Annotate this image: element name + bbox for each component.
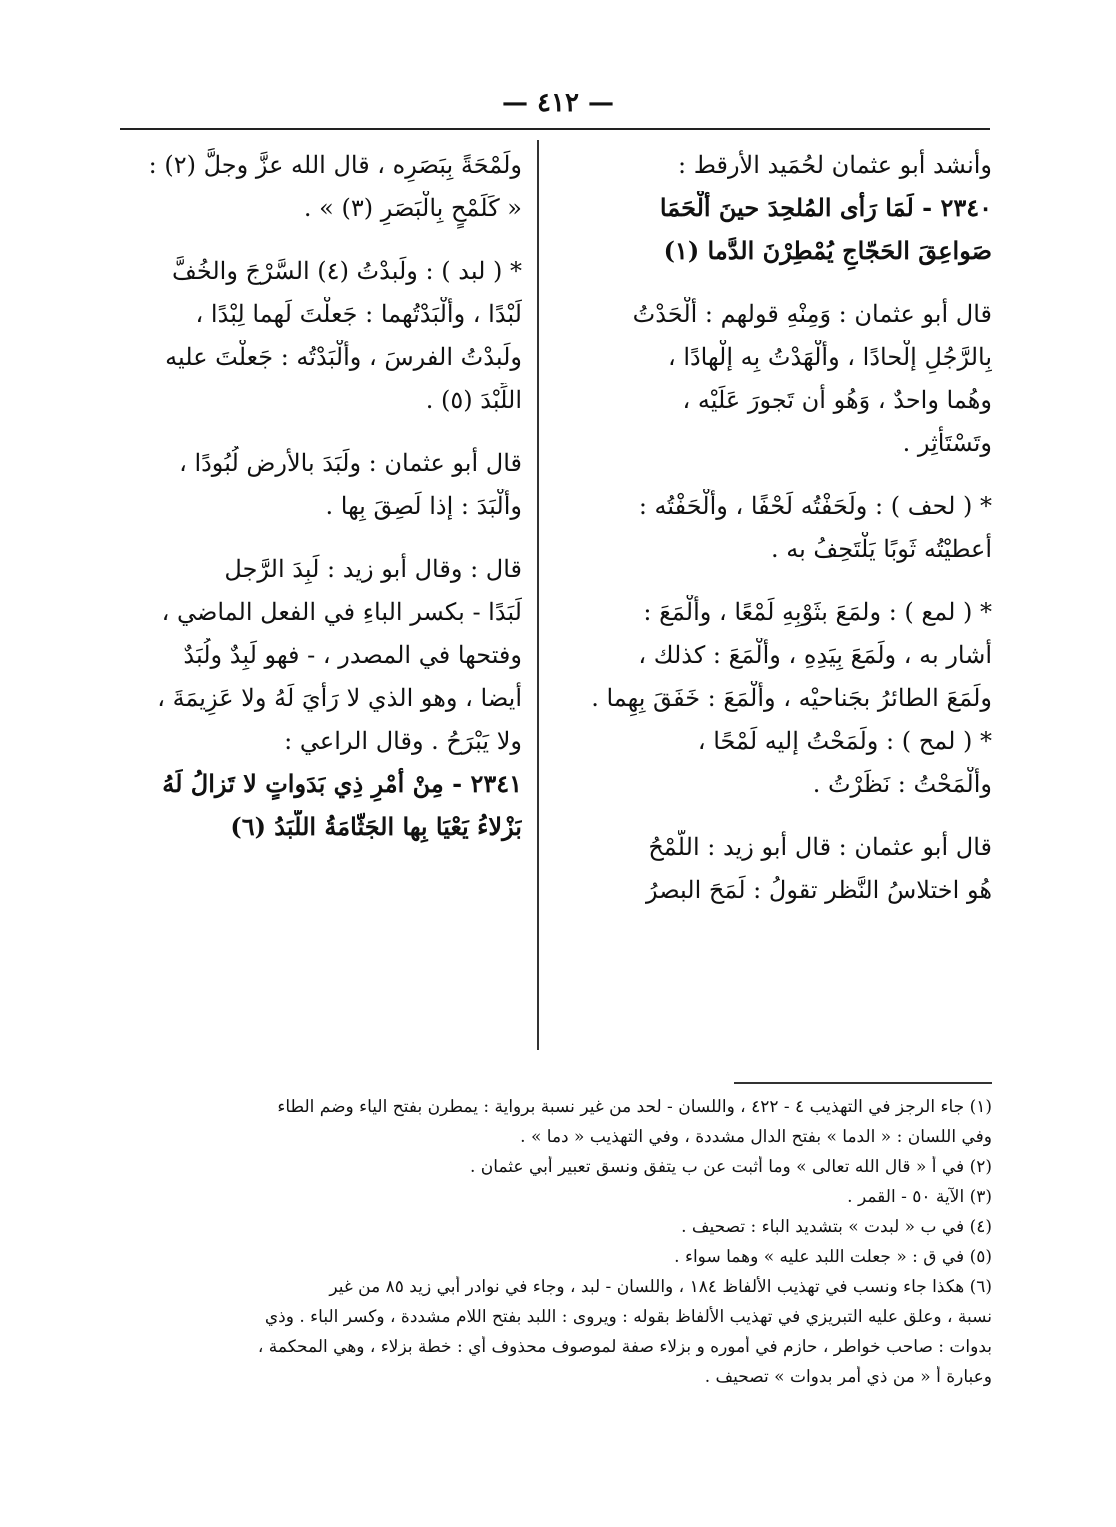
entry-line: * ( لمح ) : ولَمَحْتُ إليه لَمْحًا ، [697, 727, 992, 755]
text-line: قال أبو عثمان : قال أبو زيد : اللَّمْحُ [648, 833, 992, 861]
text-line: لَبَدًا - بكسر الباءِ في الفعل الماضي ، [161, 598, 522, 626]
footnotes [120, 1096, 992, 1396]
text-line: قال أبو عثمان : وَمِنْهِ قولهم : ألْحَدْتُ [632, 300, 992, 328]
text-line: أشار به ، ولَمَعَ بِيَدِهِ ، وأَلْمَعَ : كذلك ، [638, 641, 992, 669]
text-line: ولَمْحَةً بِبَصَرِه ، قال الله عزَّ وجلَّ (٢) : [148, 151, 522, 179]
verse-line: بَزْلاءُ يَعْيَا بِها الجَثّامَةُ اللُّبَدُ (٦) [230, 812, 522, 841]
text-line: ولَبدْتُ الفرسَ ، وأَلْبَدْتُه : جَعلْتَ عليه [165, 343, 522, 371]
text-line: هُو اختلاسُ النَّظر تقولُ : لَمَحَ البصرُ [645, 876, 992, 904]
text-line: وأنشد أبو عثمان لحُمَيد الأرقط : [677, 151, 992, 179]
text-line: وأَلْبَدَ : إذا لَصِقَ بِها . [325, 492, 522, 520]
verse-line: ٢٣٤١ - مِنْ أمْرِ ذِي بَدَواتٍ لا تَزالُ لَهُ [162, 769, 522, 798]
text-line: قال : وقال أبو زيد : لَبِدَ الرَّجل [224, 555, 522, 583]
entry-line: * ( لبد ) : ولَبدْتُ (٤) السَّرْجَ والخُفَّ [172, 257, 522, 285]
footnote-line: نسبة ، وعلق عليه التبريزي في تهذيب الألفاظ بقوله : ويروى : اللبد بفتح اللام مشددة ، وكسر الباء . وذي [264, 1307, 992, 1327]
footnote-line: (٤) في ب « لبدت » بتشديد الباء : تصحيف . [681, 1217, 992, 1237]
left-column [120, 148, 522, 853]
text-line: وأَلْمَحْتُ : نَظَرْتُ . [812, 770, 992, 798]
footnote-line: وعبارة أ « من ذي أمر بدوات » تصحيف . [704, 1367, 992, 1387]
footnote-line: (٦) هكذا جاء ونسب في تهذيب الألفاظ ١٨٤ ، واللسان - لبد ، وجاء في نوادر أبي زيد ٨٥ من غير [329, 1277, 992, 1297]
text-line: لَبْدًا ، وأَلْبَدْتُهما : جَعلْتَ لَهما لِبْدًا ، [195, 300, 522, 328]
text-line: وهُما واحدٌ ، وَهُو أن تَجورَ عَلَيْه ، [682, 386, 992, 414]
footnote-line: (٣) الآية ٥٠ - القمر . [847, 1187, 992, 1207]
footnote-line: (١) جاء الرجز في التهذيب ٤ - ٤٢٢ ، واللسان - لحد من غير نسبة برواية : يمطرن بفتح الياء وضم الطاء [277, 1097, 992, 1117]
text-line: وتَسْتَأْثِر . [902, 429, 992, 457]
footnote-line: وفي اللسان : « الدما » بفتح الدال مشددة ، وفي التهذيب « دما » . [520, 1127, 992, 1147]
text-line: بِالرَّجُلِ إلْحادًا ، وأَلْهَدْتُ بِه إلْهادًا ، [667, 343, 992, 371]
entry-line: * ( لحف ) : ولَحَفْتُه لَحْفًا ، وأَلْحَفْتُه : [638, 492, 992, 520]
page-number: — ٤١٢ — [501, 88, 615, 118]
column-divider [537, 140, 539, 1050]
footnote-rule [734, 1082, 992, 1084]
text-line: قال أبو عثمان : ولَبَدَ بالأرض لُبُودًا ، [179, 449, 522, 477]
text-line: أعطيْتُه ثَوبًا يَلْتَحِفُ به . [771, 535, 992, 563]
verse-line: ٢٣٤٠ - لَمَا رَأى المُلحِدَ حينَ ألْحَمَا [659, 193, 992, 222]
right-column [552, 148, 992, 916]
text-line: ولا يَبْرَحُ . وقال الراعي : [284, 727, 522, 755]
text-line: ولَمَعَ الطائرُ بجَناحيْه ، وأَلْمَعَ : خَفَقَ بِهِما . [591, 684, 992, 712]
footnote-line: (٢) في أ « قال الله تعالى » وما أثبت عن ب يتفق ونسق تعبير أبي عثمان . [469, 1157, 992, 1177]
footnote-line: بدوات : صاحب خواطر ، حازم في أموره و بزلاء صفة لموصوف محذوف أي : خطة بزلاء ، وهي المحكمة ، [257, 1337, 992, 1357]
text-line: وفتحها في المصدر ، - فهو لَبِدٌ ولُبَدٌ [183, 641, 522, 669]
text-line: اللِّبْدَ (٥) . [425, 386, 522, 414]
quote-line: « كَلَمْحٍ بِالْبَصَرِ (٣) » . [303, 194, 522, 222]
footnote-line: (٥) في ق : « جعلت اللبد عليه » وهما سواء . [674, 1247, 992, 1267]
verse-line: صَواعِقَ الحَجّاجِ يُمْطِرْنَ الدَّما (١) [663, 236, 992, 265]
text-line: أيضا ، وهو الذي لا رَأْيَ لَهُ ولا عَزِيمَةَ ، [157, 684, 522, 712]
header-rule [120, 128, 990, 130]
entry-line: * ( لمع ) : ولمَعَ بثَوْبِهِ لَمْعًا ، وأَلْمَعَ : [643, 598, 992, 626]
